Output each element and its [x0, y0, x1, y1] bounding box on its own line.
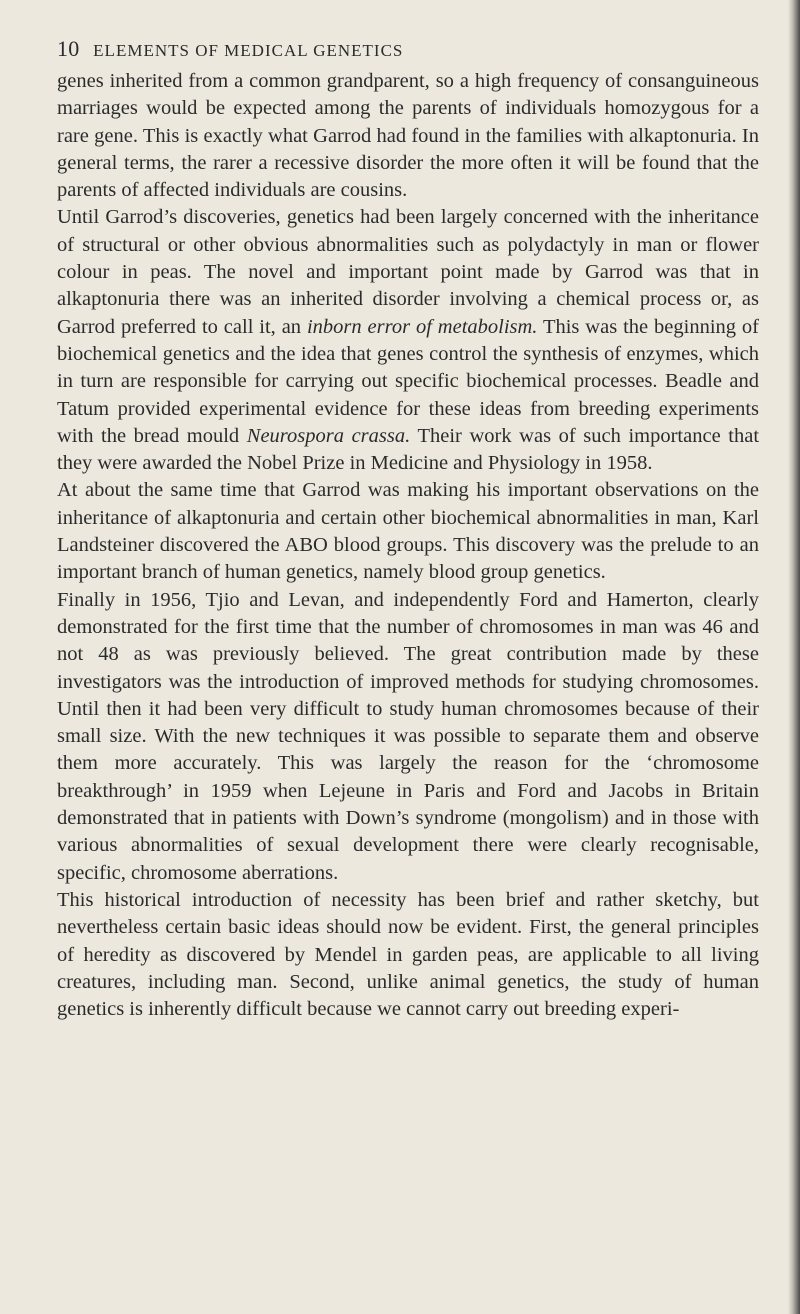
body-text — [57, 68, 759, 1023]
paragraph-2-part-3: Their work was of such importance that they were awarded the Nobel Prize in Medicine and Physiology in 1958. — [57, 424, 760, 475]
running-title: ELEMENTS OF MEDICAL GENETICS — [93, 41, 404, 60]
paragraph-4: Finally in 1956, Tjio and Levan, and independently Ford and Hamerton, clearly demonstrated for the first time that the number of chromosomes in man was 46 and not 48 as was previously believed. The great contribution made by these investigators was the introduction of improved methods for studying chromosomes. Until then it had been very difficult to study human chromosomes because of their small size. With the new techniques it was possible to separate them and observe them more accurately. This was largely the reason for the ‘chromosome breakthrough’ in 1959 when Lejeune in Paris and Ford and Jacobs in Britain demonstrated that in patients with Down’s syndrome (mongolism) and in those with various abnormalities of sexual development there were clearly recognisable, specific, chromosome aberrations. — [57, 588, 759, 884]
inborn-error-term: inborn error of metabolism. — [306, 315, 538, 338]
paragraph-2-part-1: Until Garrod’s discoveries, genetics had been largely concerned with the inheritance of structural or other obvious abnormalities such as polydactyly in man or flower colour in peas. The novel and important point made by Garrod was that in alkaptonuria there was an inherited disorder involving a chemical process or, as Garrod preferred to call it, an — [57, 206, 759, 338]
neurospora-term: Neurospora crassa. — [246, 424, 411, 447]
paragraph-2-part-2: This was the beginning of biochemical genetics and the idea that genes control the synthesis of enzymes, which in turn are responsible for carrying out specific biochemical processes. Beadle and Tatum provided experimental evidence for these ideas from breeding experiments with the bread mould — [57, 315, 759, 447]
paragraph-1: genes inherited from a common grandparent, so a high frequency of consanguineous marriages would be expected among the parents of individuals homozygous for a rare gene. This is exactly what Garrod had found in the families with alkaptonuria. In general terms, the rarer a recessive disorder the more often it will be found that the parents of affected individuals are cousins. — [57, 70, 759, 202]
page-edge-shadow — [788, 0, 800, 1314]
paragraph-2 — [57, 204, 759, 477]
paragraph-3: At about the same time that Garrod was making his important observations on the inheritance of alkaptonuria and certain other biochemical abnormalities in man, Karl Landsteiner discovered the ABO blood groups. This discovery was the prelude to an important branch of human genetics, namely blood group genetics. — [57, 479, 759, 584]
running-head — [57, 36, 757, 62]
paragraph-5: This historical introduction of necessity has been brief and rather sketchy, but nevertheless certain basic ideas should now be evident. First, the general principles of heredity as discovered by Mendel in garden peas, are applicable to all living creatures, including man. Second, unlike animal genetics, the study of human genetics is inherently difficult because we cannot carry out breeding experi- — [57, 888, 759, 1021]
page-number: 10 — [57, 36, 80, 61]
